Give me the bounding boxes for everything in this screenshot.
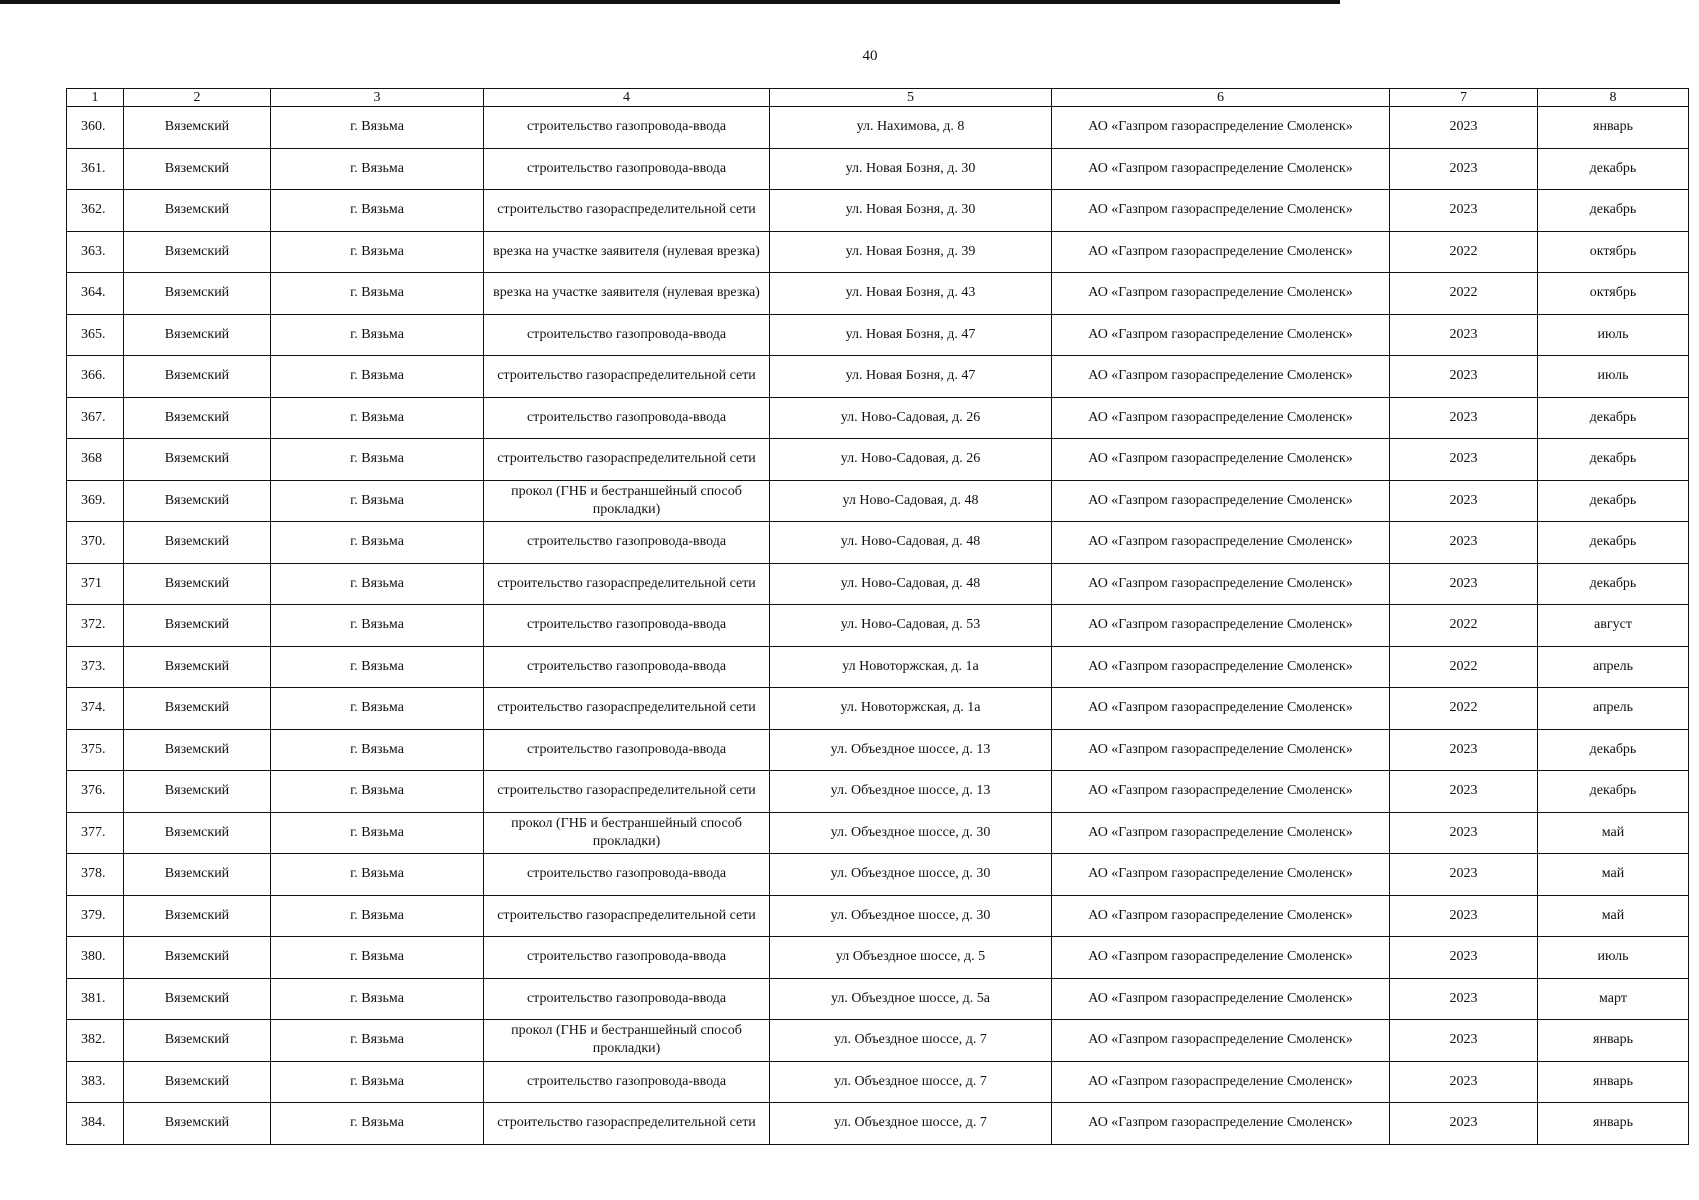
cell-year: 2023 (1390, 937, 1538, 979)
cell-locality: г. Вязьма (271, 605, 484, 647)
cell-month: декабрь (1538, 148, 1689, 190)
table-row (67, 107, 1689, 149)
cell-row-number: 374. (67, 688, 124, 730)
cell-organization: АО «Газпром газораспределение Смоленск» (1052, 854, 1390, 896)
cell-organization: АО «Газпром газораспределение Смоленск» (1052, 646, 1390, 688)
cell-address: ул. Объездное шоссе, д. 5а (770, 978, 1052, 1020)
cell-year: 2022 (1390, 605, 1538, 647)
cell-year: 2023 (1390, 439, 1538, 481)
cell-work-type: строительство газораспределительной сети (484, 895, 770, 937)
table-row (67, 937, 1689, 979)
cell-row-number: 379. (67, 895, 124, 937)
cell-district: Вяземский (124, 314, 271, 356)
cell-address: ул Новоторжская, д. 1а (770, 646, 1052, 688)
cell-district: Вяземский (124, 895, 271, 937)
cell-address: ул. Объездное шоссе, д. 30 (770, 812, 1052, 854)
cell-row-number: 382. (67, 1020, 124, 1062)
table-row (67, 563, 1689, 605)
cell-month: июль (1538, 356, 1689, 398)
cell-district: Вяземский (124, 107, 271, 149)
cell-address: ул. Новая Бозня, д. 30 (770, 190, 1052, 232)
cell-district: Вяземский (124, 688, 271, 730)
cell-address: ул. Новая Бозня, д. 47 (770, 356, 1052, 398)
column-header-6: 6 (1052, 89, 1390, 107)
cell-locality: г. Вязьма (271, 1020, 484, 1062)
column-header-4: 4 (484, 89, 770, 107)
table-row (67, 480, 1689, 522)
table-row (67, 854, 1689, 896)
cell-address: ул. Новая Бозня, д. 43 (770, 273, 1052, 315)
cell-district: Вяземский (124, 356, 271, 398)
cell-row-number: 365. (67, 314, 124, 356)
cell-row-number: 381. (67, 978, 124, 1020)
cell-locality: г. Вязьма (271, 563, 484, 605)
cell-work-type: врезка на участке заявителя (нулевая врезка) (484, 231, 770, 273)
cell-month: апрель (1538, 646, 1689, 688)
cell-district: Вяземский (124, 397, 271, 439)
cell-month: декабрь (1538, 522, 1689, 564)
cell-locality: г. Вязьма (271, 1061, 484, 1103)
cell-month: апрель (1538, 688, 1689, 730)
column-header-3: 3 (271, 89, 484, 107)
cell-year: 2022 (1390, 231, 1538, 273)
cell-locality: г. Вязьма (271, 812, 484, 854)
cell-row-number: 375. (67, 729, 124, 771)
cell-district: Вяземский (124, 1103, 271, 1145)
cell-month: май (1538, 854, 1689, 896)
cell-organization: АО «Газпром газораспределение Смоленск» (1052, 148, 1390, 190)
table-row (67, 190, 1689, 232)
cell-locality: г. Вязьма (271, 190, 484, 232)
cell-year: 2023 (1390, 397, 1538, 439)
top-border-rule (0, 0, 1340, 4)
cell-work-type: строительство газопровода-ввода (484, 107, 770, 149)
cell-address: ул. Новоторжская, д. 1а (770, 688, 1052, 730)
cell-year: 2023 (1390, 480, 1538, 522)
cell-work-type: врезка на участке заявителя (нулевая врезка) (484, 273, 770, 315)
cell-row-number: 383. (67, 1061, 124, 1103)
cell-work-type: строительство газораспределительной сети (484, 439, 770, 481)
cell-organization: АО «Газпром газораспределение Смоленск» (1052, 314, 1390, 356)
cell-district: Вяземский (124, 190, 271, 232)
cell-work-type: строительство газораспределительной сети (484, 1103, 770, 1145)
cell-month: март (1538, 978, 1689, 1020)
table-row (67, 397, 1689, 439)
cell-year: 2023 (1390, 1103, 1538, 1145)
cell-year: 2023 (1390, 563, 1538, 605)
cell-work-type: строительство газораспределительной сети (484, 356, 770, 398)
cell-work-type: строительство газопровода-ввода (484, 729, 770, 771)
cell-organization: АО «Газпром газораспределение Смоленск» (1052, 812, 1390, 854)
cell-month: июль (1538, 937, 1689, 979)
cell-district: Вяземский (124, 148, 271, 190)
cell-month: октябрь (1538, 231, 1689, 273)
cell-year: 2023 (1390, 107, 1538, 149)
cell-locality: г. Вязьма (271, 771, 484, 813)
cell-row-number: 370. (67, 522, 124, 564)
cell-row-number: 364. (67, 273, 124, 315)
cell-locality: г. Вязьма (271, 397, 484, 439)
cell-address: ул. Ново-Садовая, д. 26 (770, 439, 1052, 481)
table-row (67, 895, 1689, 937)
cell-row-number: 361. (67, 148, 124, 190)
cell-locality: г. Вязьма (271, 895, 484, 937)
cell-month: декабрь (1538, 563, 1689, 605)
cell-work-type: строительство газораспределительной сети (484, 563, 770, 605)
column-number-row (67, 89, 1689, 107)
cell-year: 2023 (1390, 978, 1538, 1020)
cell-year: 2023 (1390, 854, 1538, 896)
cell-locality: г. Вязьма (271, 439, 484, 481)
cell-organization: АО «Газпром газораспределение Смоленск» (1052, 605, 1390, 647)
cell-district: Вяземский (124, 854, 271, 896)
cell-district: Вяземский (124, 771, 271, 813)
cell-organization: АО «Газпром газораспределение Смоленск» (1052, 937, 1390, 979)
cell-year: 2023 (1390, 190, 1538, 232)
cell-year: 2022 (1390, 688, 1538, 730)
cell-year: 2023 (1390, 314, 1538, 356)
cell-row-number: 363. (67, 231, 124, 273)
column-header-5: 5 (770, 89, 1052, 107)
cell-row-number: 367. (67, 397, 124, 439)
cell-work-type: строительство газопровода-ввода (484, 397, 770, 439)
cell-work-type: строительство газораспределительной сети (484, 771, 770, 813)
table-row (67, 439, 1689, 481)
cell-work-type: строительство газораспределительной сети (484, 190, 770, 232)
cell-district: Вяземский (124, 937, 271, 979)
cell-address: ул. Объездное шоссе, д. 13 (770, 729, 1052, 771)
cell-work-type: строительство газопровода-ввода (484, 1061, 770, 1103)
cell-locality: г. Вязьма (271, 729, 484, 771)
cell-row-number: 371 (67, 563, 124, 605)
cell-district: Вяземский (124, 1061, 271, 1103)
cell-month: май (1538, 895, 1689, 937)
cell-organization: АО «Газпром газораспределение Смоленск» (1052, 729, 1390, 771)
cell-work-type: прокол (ГНБ и бестраншейный способ прокладки) (484, 1020, 770, 1062)
cell-district: Вяземский (124, 439, 271, 481)
cell-locality: г. Вязьма (271, 231, 484, 273)
cell-year: 2023 (1390, 148, 1538, 190)
cell-year: 2023 (1390, 1061, 1538, 1103)
cell-locality: г. Вязьма (271, 937, 484, 979)
table-row (67, 273, 1689, 315)
table-row (67, 688, 1689, 730)
cell-district: Вяземский (124, 812, 271, 854)
cell-month: июль (1538, 314, 1689, 356)
cell-address: ул. Новая Бозня, д. 30 (770, 148, 1052, 190)
cell-organization: АО «Газпром газораспределение Смоленск» (1052, 273, 1390, 315)
column-header-7: 7 (1390, 89, 1538, 107)
cell-month: январь (1538, 1103, 1689, 1145)
column-header-2: 2 (124, 89, 271, 107)
cell-work-type: строительство газопровода-ввода (484, 314, 770, 356)
cell-row-number: 384. (67, 1103, 124, 1145)
cell-district: Вяземский (124, 480, 271, 522)
table-row (67, 356, 1689, 398)
cell-organization: АО «Газпром газораспределение Смоленск» (1052, 1103, 1390, 1145)
table-row (67, 646, 1689, 688)
table-row (67, 1103, 1689, 1145)
cell-year: 2023 (1390, 729, 1538, 771)
table-row (67, 314, 1689, 356)
cell-address: ул. Объездное шоссе, д. 30 (770, 854, 1052, 896)
cell-year: 2022 (1390, 273, 1538, 315)
cell-row-number: 366. (67, 356, 124, 398)
cell-row-number: 376. (67, 771, 124, 813)
table-header (67, 89, 1689, 107)
table-row (67, 231, 1689, 273)
table-row (67, 1061, 1689, 1103)
cell-year: 2023 (1390, 771, 1538, 813)
table-row (67, 978, 1689, 1020)
cell-month: май (1538, 812, 1689, 854)
cell-work-type: прокол (ГНБ и бестраншейный способ прокладки) (484, 812, 770, 854)
table-row (67, 522, 1689, 564)
cell-address: ул. Ново-Садовая, д. 48 (770, 522, 1052, 564)
cell-address: ул. Объездное шоссе, д. 7 (770, 1061, 1052, 1103)
page-number: 40 (862, 48, 878, 64)
table-row (67, 771, 1689, 813)
column-header-8: 8 (1538, 89, 1689, 107)
cell-year: 2023 (1390, 1020, 1538, 1062)
cell-address: ул. Ново-Садовая, д. 26 (770, 397, 1052, 439)
cell-organization: АО «Газпром газораспределение Смоленск» (1052, 190, 1390, 232)
cell-work-type: строительство газопровода-ввода (484, 646, 770, 688)
gasification-schedule-table (66, 88, 1689, 1145)
cell-work-type: прокол (ГНБ и бестраншейный способ прокладки) (484, 480, 770, 522)
cell-organization: АО «Газпром газораспределение Смоленск» (1052, 107, 1390, 149)
cell-district: Вяземский (124, 231, 271, 273)
cell-organization: АО «Газпром газораспределение Смоленск» (1052, 688, 1390, 730)
cell-row-number: 377. (67, 812, 124, 854)
cell-row-number: 362. (67, 190, 124, 232)
cell-organization: АО «Газпром газораспределение Смоленск» (1052, 480, 1390, 522)
cell-month: январь (1538, 1061, 1689, 1103)
table-row (67, 1020, 1689, 1062)
cell-organization: АО «Газпром газораспределение Смоленск» (1052, 522, 1390, 564)
cell-locality: г. Вязьма (271, 522, 484, 564)
cell-month: декабрь (1538, 190, 1689, 232)
cell-year: 2023 (1390, 522, 1538, 564)
cell-district: Вяземский (124, 273, 271, 315)
cell-work-type: строительство газопровода-ввода (484, 978, 770, 1020)
cell-locality: г. Вязьма (271, 1103, 484, 1145)
cell-district: Вяземский (124, 729, 271, 771)
table-row (67, 812, 1689, 854)
cell-work-type: строительство газопровода-ввода (484, 522, 770, 564)
cell-month: декабрь (1538, 397, 1689, 439)
cell-work-type: строительство газораспределительной сети (484, 688, 770, 730)
table-row (67, 148, 1689, 190)
cell-organization: АО «Газпром газораспределение Смоленск» (1052, 978, 1390, 1020)
cell-organization: АО «Газпром газораспределение Смоленск» (1052, 771, 1390, 813)
cell-district: Вяземский (124, 563, 271, 605)
cell-year: 2023 (1390, 356, 1538, 398)
cell-locality: г. Вязьма (271, 688, 484, 730)
cell-locality: г. Вязьма (271, 314, 484, 356)
table-body (67, 107, 1689, 1145)
cell-locality: г. Вязьма (271, 978, 484, 1020)
cell-row-number: 360. (67, 107, 124, 149)
cell-row-number: 369. (67, 480, 124, 522)
cell-address: ул. Ново-Садовая, д. 53 (770, 605, 1052, 647)
cell-address: ул. Объездное шоссе, д. 7 (770, 1020, 1052, 1062)
table-row (67, 729, 1689, 771)
cell-month: январь (1538, 1020, 1689, 1062)
cell-organization: АО «Газпром газораспределение Смоленск» (1052, 397, 1390, 439)
cell-address: ул. Объездное шоссе, д. 13 (770, 771, 1052, 813)
cell-work-type: строительство газопровода-ввода (484, 605, 770, 647)
cell-organization: АО «Газпром газораспределение Смоленск» (1052, 563, 1390, 605)
cell-organization: АО «Газпром газораспределение Смоленск» (1052, 895, 1390, 937)
cell-address: ул. Новая Бозня, д. 39 (770, 231, 1052, 273)
cell-organization: АО «Газпром газораспределение Смоленск» (1052, 1061, 1390, 1103)
cell-row-number: 373. (67, 646, 124, 688)
cell-row-number: 372. (67, 605, 124, 647)
cell-month: декабрь (1538, 729, 1689, 771)
cell-address: ул Объездное шоссе, д. 5 (770, 937, 1052, 979)
cell-month: декабрь (1538, 771, 1689, 813)
column-header-1: 1 (67, 89, 124, 107)
cell-month: декабрь (1538, 439, 1689, 481)
cell-month: декабрь (1538, 480, 1689, 522)
cell-year: 2023 (1390, 812, 1538, 854)
cell-address: ул Ново-Садовая, д. 48 (770, 480, 1052, 522)
cell-organization: АО «Газпром газораспределение Смоленск» (1052, 231, 1390, 273)
cell-work-type: строительство газопровода-ввода (484, 937, 770, 979)
cell-locality: г. Вязьма (271, 273, 484, 315)
cell-address: ул. Нахимова, д. 8 (770, 107, 1052, 149)
cell-locality: г. Вязьма (271, 148, 484, 190)
cell-district: Вяземский (124, 1020, 271, 1062)
cell-district: Вяземский (124, 605, 271, 647)
cell-address: ул. Объездное шоссе, д. 30 (770, 895, 1052, 937)
cell-district: Вяземский (124, 978, 271, 1020)
cell-locality: г. Вязьма (271, 646, 484, 688)
cell-organization: АО «Газпром газораспределение Смоленск» (1052, 1020, 1390, 1062)
cell-work-type: строительство газопровода-ввода (484, 854, 770, 896)
cell-organization: АО «Газпром газораспределение Смоленск» (1052, 439, 1390, 481)
cell-row-number: 378. (67, 854, 124, 896)
cell-address: ул. Ново-Садовая, д. 48 (770, 563, 1052, 605)
cell-locality: г. Вязьма (271, 107, 484, 149)
cell-locality: г. Вязьма (271, 480, 484, 522)
cell-address: ул. Объездное шоссе, д. 7 (770, 1103, 1052, 1145)
table-row (67, 605, 1689, 647)
cell-organization: АО «Газпром газораспределение Смоленск» (1052, 356, 1390, 398)
cell-district: Вяземский (124, 522, 271, 564)
cell-locality: г. Вязьма (271, 854, 484, 896)
cell-row-number: 380. (67, 937, 124, 979)
cell-month: январь (1538, 107, 1689, 149)
cell-district: Вяземский (124, 646, 271, 688)
cell-address: ул. Новая Бозня, д. 47 (770, 314, 1052, 356)
cell-year: 2023 (1390, 895, 1538, 937)
cell-locality: г. Вязьма (271, 356, 484, 398)
cell-row-number: 368 (67, 439, 124, 481)
cell-work-type: строительство газопровода-ввода (484, 148, 770, 190)
cell-month: октябрь (1538, 273, 1689, 315)
cell-year: 2022 (1390, 646, 1538, 688)
cell-month: август (1538, 605, 1689, 647)
